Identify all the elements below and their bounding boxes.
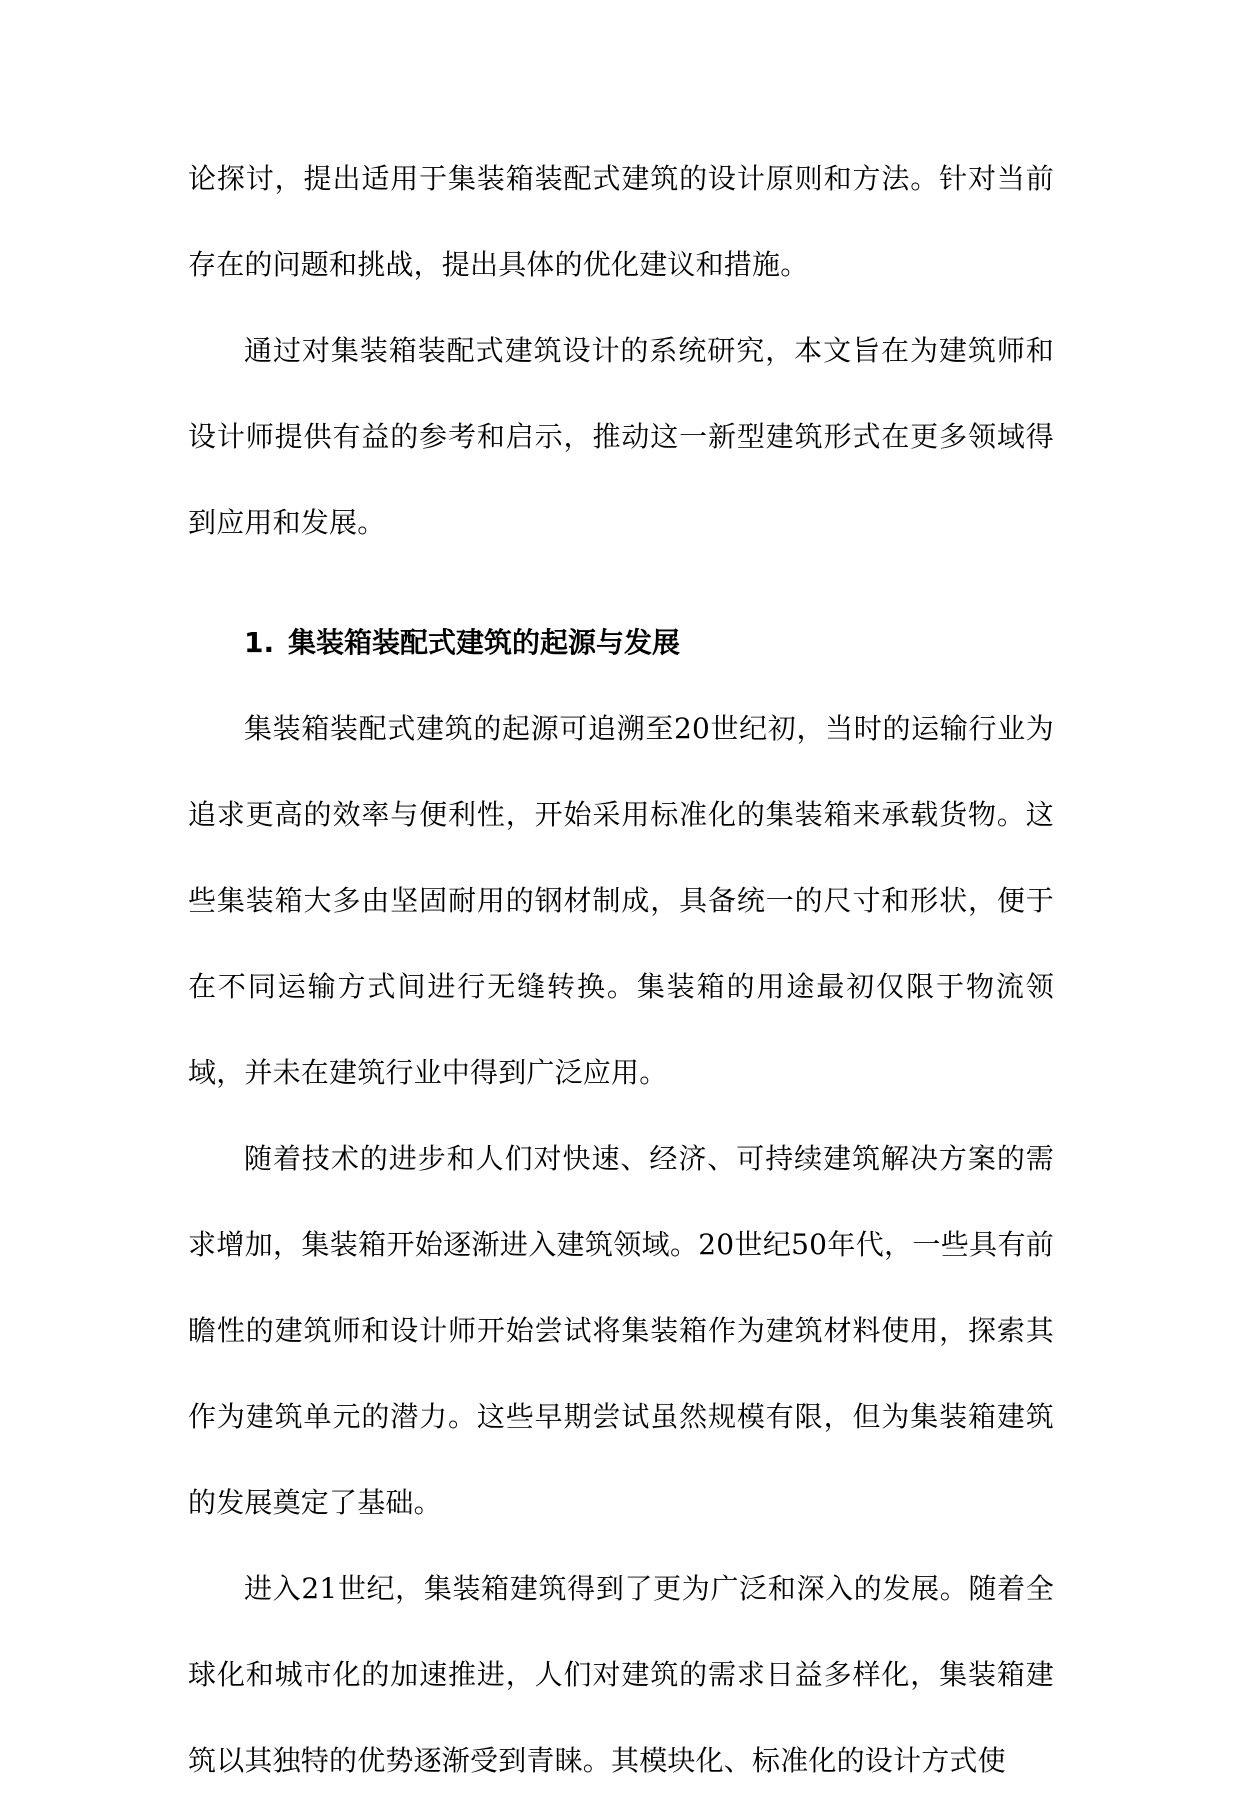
- paragraph: 随着技术的进步和人们对快速、经济、可持续建筑解决方案的需求增加，集装箱开始逐渐进入建筑领域。20世纪50年代，一些具有前瞻性的建筑师和设计师开始尝试将集装箱作为建筑材料使用，探索其作为建筑单元的潜力。这些早期尝试虽然规模有限，但为集装箱建筑的发展奠定了基础。: [188, 1142, 1054, 1519]
- section-heading: [188, 600, 1054, 686]
- paragraph: 通过对集装箱装配式建筑设计的系统研究，本文旨在为建筑师和设计师提供有益的参考和启示，推动这一新型建筑形式在更多领域得到应用和发展。: [188, 334, 1054, 539]
- paragraph: 进入21世纪，集装箱建筑得到了更为广泛和深入的发展。随着全球化和城市化的加速推进，人们对建筑的需求日益多样化，集装箱建筑以其独特的优势逐渐受到青睐。其模块化、标准化的设计方式使: [188, 1572, 1054, 1777]
- paragraph: 论探讨，提出适用于集装箱装配式建筑的设计原则和方法。针对当前存在的问题和挑战，提出具体的优化建议和措施。: [188, 162, 1054, 281]
- document-body: [188, 136, 1054, 1804]
- section-number: 1.: [244, 626, 275, 659]
- section-title: 集装箱装配式建筑的起源与发展: [288, 626, 681, 659]
- paragraph: 集装箱装配式建筑的起源可追溯至20世纪初，当时的运输行业为追求更高的效率与便利性，开始采用标准化的集装箱来承载货物。这些集装箱大多由坚固耐用的钢材制成，具备统一的尺寸和形状，便于在不同运输方式间进行无缝转换。集装箱的用途最初仅限于物流领域，并未在建筑行业中得到广泛应用。: [188, 712, 1054, 1089]
- section-spacer: [188, 566, 1054, 600]
